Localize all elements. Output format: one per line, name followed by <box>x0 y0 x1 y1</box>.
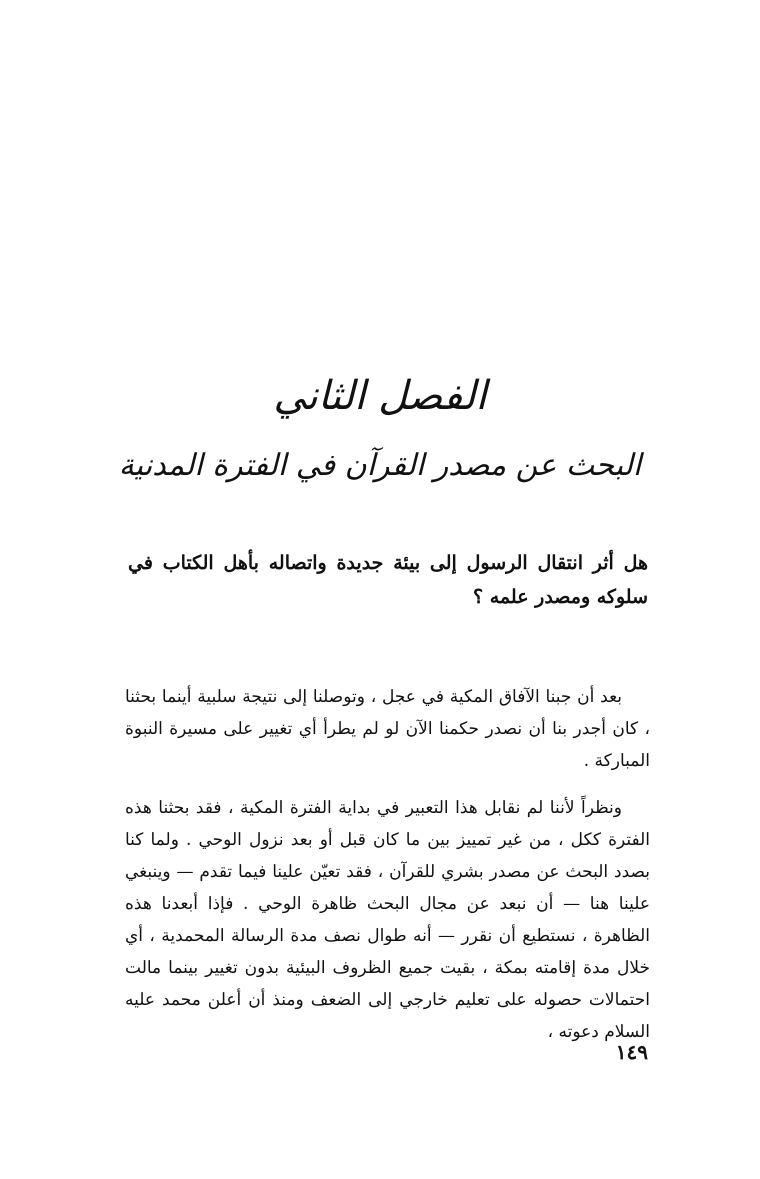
page-number: ١٤٩ <box>615 1040 648 1064</box>
paragraph-1: بعد أن جبنا الآفاق المكية في عجل ، وتوصلنا إلى نتيجة سلبية أينما بحثنا ، كان أجدر بنا أن نصدر حكمنا الآن لو لم يطرأ أي تغيير على مسيرة النبوة المباركة . <box>125 687 650 771</box>
chapter-subtitle: البحث عن مصدر القرآن في الفترة المدنية <box>118 448 642 483</box>
section-question: هل أثر انتقال الرسول إلى بيئة جديدة واتصاله بأهل الكتاب في سلوكه ومصدر علمه ؟ <box>128 552 648 608</box>
chapter-title: الفصل الثاني <box>273 373 487 419</box>
paragraph-2: ونظراً لأننا لم نقابل هذا التعبير في بداية الفترة المكية ، فقد بحثنا هذه الفترة ككل ، من غير تمييز بين ما كان قبل أو بعد نزول الوحي . ولما كنا بصدد البحث عن مصدر بشري للقرآن ، فقد تعيّن علينا فيما تقدم — وينبغي علينا هنا — أن نبعد عن مجال البحث ظاهرة الوحي . فإذا أبعدنا هذه الظاهرة ، نستطيع أن نقرر — أنه طوال نصف مدة الرسالة المحمدية ، أي خلال مدة إقامته بمكة ، بقيت جميع الظروف البيئية بدون تغيير بينما مالت احتمالات حصوله على تعليم خارجي إلى الضعف ومنذ أن أعلن محمد عليه السلام دعوته ، <box>125 798 650 1042</box>
